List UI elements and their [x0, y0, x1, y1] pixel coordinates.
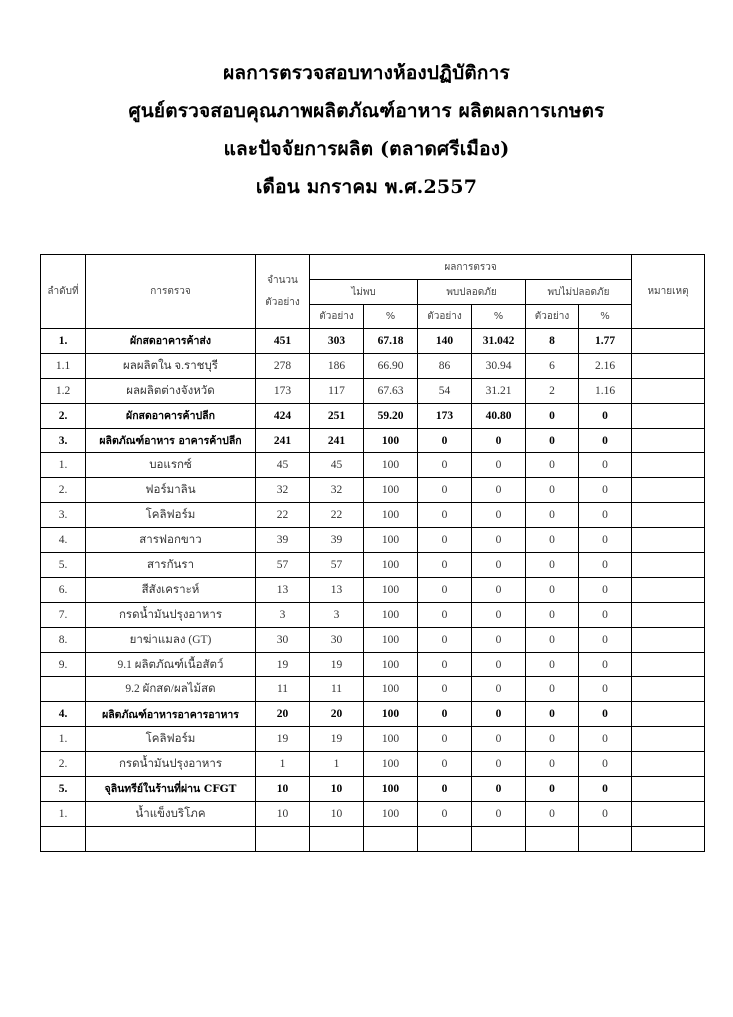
cell-found-unsafe-count: 0	[526, 577, 579, 602]
cell-not-found-percent: 100	[364, 528, 418, 553]
cell-remarks	[632, 826, 705, 851]
cell-remarks	[632, 777, 705, 802]
cell-remarks	[632, 478, 705, 503]
cell-not-found-percent: 67.18	[364, 329, 418, 354]
table-row	[41, 801, 705, 826]
cell-remarks	[632, 378, 705, 403]
cell-test-name: บอแรกซ์	[86, 453, 256, 478]
cell-found-unsafe-count: 8	[526, 329, 579, 354]
header-test: การตรวจ	[86, 255, 256, 329]
cell-not-found-count: 117	[310, 378, 364, 403]
table-row	[41, 428, 705, 453]
cell-test-name: ผลผลิตใน จ.ราชบุรี	[86, 353, 256, 378]
cell-not-found-count: 57	[310, 553, 364, 578]
document-title-block	[0, 54, 733, 206]
cell-not-found-percent: 100	[364, 503, 418, 528]
cell-not-found-count: 32	[310, 478, 364, 503]
cell-no: 9.	[41, 652, 86, 677]
title-line-3: และปัจจัยการผลิต (ตลาดศรีเมือง)	[223, 138, 510, 160]
cell-total-samples: 19	[256, 727, 310, 752]
cell-found-unsafe-percent: 0	[579, 553, 632, 578]
cell-not-found-percent: 100	[364, 777, 418, 802]
cell-found-unsafe-percent: 0	[579, 702, 632, 727]
cell-remarks	[632, 677, 705, 702]
table-row	[41, 602, 705, 627]
table-row	[41, 752, 705, 777]
cell-not-found-count: 22	[310, 503, 364, 528]
cell-not-found-percent: 100	[364, 727, 418, 752]
cell-no	[41, 826, 86, 851]
cell-found-safe-percent: 0	[472, 503, 526, 528]
cell-found-safe-percent: 31.042	[472, 329, 526, 354]
cell-found-safe-count: 0	[418, 727, 472, 752]
table-row	[41, 727, 705, 752]
table-row	[41, 378, 705, 403]
cell-found-unsafe-percent: 0	[579, 403, 632, 428]
header-found-unsafe: พบไม่ปลอดภัย	[526, 280, 632, 305]
cell-found-safe-percent: 0	[472, 801, 526, 826]
header-samples: จำนวนตัวอย่าง	[256, 255, 310, 329]
cell-total-samples: 13	[256, 577, 310, 602]
header-found-safe-sample: ตัวอย่าง	[418, 305, 472, 329]
cell-not-found-percent: 100	[364, 428, 418, 453]
cell-found-unsafe-percent: 0	[579, 577, 632, 602]
cell-found-unsafe-percent	[579, 826, 632, 851]
cell-not-found-count: 1	[310, 752, 364, 777]
table-row	[41, 478, 705, 503]
cell-remarks	[632, 528, 705, 553]
cell-found-safe-count: 0	[418, 478, 472, 503]
cell-found-safe-count: 54	[418, 378, 472, 403]
cell-not-found-percent: 100	[364, 478, 418, 503]
header-found-unsafe-sample: ตัวอย่าง	[526, 305, 579, 329]
cell-total-samples: 241	[256, 428, 310, 453]
cell-found-safe-percent: 0	[472, 652, 526, 677]
table-row	[41, 403, 705, 428]
cell-test-name: สารกันรา	[86, 553, 256, 578]
cell-not-found-count: 13	[310, 577, 364, 602]
cell-total-samples: 10	[256, 777, 310, 802]
cell-found-safe-percent: 0	[472, 627, 526, 652]
cell-found-unsafe-percent: 0	[579, 801, 632, 826]
cell-total-samples: 1	[256, 752, 310, 777]
cell-test-name: ผักสดอาคารค้าปลีก	[86, 403, 256, 428]
cell-total-samples: 30	[256, 627, 310, 652]
cell-found-unsafe-count	[526, 826, 579, 851]
cell-found-unsafe-percent: 1.77	[579, 329, 632, 354]
cell-found-safe-count: 0	[418, 801, 472, 826]
cell-not-found-count: 19	[310, 727, 364, 752]
cell-found-unsafe-percent: 0	[579, 503, 632, 528]
table-row	[41, 528, 705, 553]
cell-total-samples: 22	[256, 503, 310, 528]
cell-found-safe-count: 0	[418, 503, 472, 528]
cell-not-found-percent: 100	[364, 677, 418, 702]
cell-found-unsafe-count: 0	[526, 652, 579, 677]
cell-test-name: โคลิฟอร์ม	[86, 503, 256, 528]
table-row	[41, 627, 705, 652]
cell-found-unsafe-percent: 0	[579, 478, 632, 503]
header-not-found-sample: ตัวอย่าง	[310, 305, 364, 329]
cell-found-safe-count	[418, 826, 472, 851]
title-line-1: ผลการตรวจสอบทางห้องปฏิบัติการ	[223, 62, 510, 84]
cell-remarks	[632, 602, 705, 627]
cell-found-unsafe-count: 0	[526, 702, 579, 727]
cell-not-found-percent: 100	[364, 702, 418, 727]
table-row	[41, 826, 705, 851]
cell-total-samples: 39	[256, 528, 310, 553]
cell-found-safe-percent: 31.21	[472, 378, 526, 403]
cell-not-found-percent: 100	[364, 577, 418, 602]
table-row	[41, 652, 705, 677]
cell-found-unsafe-count: 0	[526, 428, 579, 453]
cell-total-samples: 424	[256, 403, 310, 428]
cell-no: 4.	[41, 702, 86, 727]
cell-remarks	[632, 553, 705, 578]
cell-total-samples: 20	[256, 702, 310, 727]
cell-test-name: ผลิตภัณฑ์อาหาร อาคารค้าปลีก	[86, 428, 256, 453]
table-row	[41, 503, 705, 528]
cell-total-samples: 3	[256, 602, 310, 627]
cell-found-safe-count: 0	[418, 652, 472, 677]
cell-test-name: กรดน้ำมันปรุงอาหาร	[86, 602, 256, 627]
cell-found-safe-percent: 0	[472, 577, 526, 602]
cell-found-unsafe-count: 0	[526, 553, 579, 578]
cell-found-safe-percent: 40.80	[472, 403, 526, 428]
cell-test-name: ผักสดอาคารค้าส่ง	[86, 329, 256, 354]
header-found-unsafe-percent: %	[579, 305, 632, 329]
cell-found-safe-count: 173	[418, 403, 472, 428]
cell-found-safe-count: 0	[418, 677, 472, 702]
cell-not-found-count: 30	[310, 627, 364, 652]
results-table	[40, 254, 705, 852]
cell-not-found-percent: 100	[364, 453, 418, 478]
cell-not-found-count: 3	[310, 602, 364, 627]
header-no: ลำดับที่	[41, 255, 86, 329]
cell-test-name: 9.1 ผลิตภัณฑ์เนื้อสัตว์	[86, 652, 256, 677]
cell-no: 1.	[41, 801, 86, 826]
cell-test-name: ฟอร์มาลิน	[86, 478, 256, 503]
cell-no: 3.	[41, 503, 86, 528]
cell-found-safe-count: 0	[418, 777, 472, 802]
cell-not-found-count: 251	[310, 403, 364, 428]
cell-found-safe-percent: 0	[472, 727, 526, 752]
table-row	[41, 453, 705, 478]
cell-total-samples: 32	[256, 478, 310, 503]
cell-remarks	[632, 503, 705, 528]
cell-found-safe-percent: 0	[472, 752, 526, 777]
cell-found-safe-percent: 0	[472, 702, 526, 727]
table-row	[41, 677, 705, 702]
cell-found-unsafe-percent: 2.16	[579, 353, 632, 378]
cell-found-safe-percent: 0	[472, 777, 526, 802]
cell-test-name: จุลินทรีย์ในร้านที่ผ่าน CFGT	[86, 777, 256, 802]
cell-found-safe-count: 140	[418, 329, 472, 354]
cell-found-unsafe-percent: 0	[579, 677, 632, 702]
cell-not-found-percent: 59.20	[364, 403, 418, 428]
cell-total-samples: 451	[256, 329, 310, 354]
table-row	[41, 553, 705, 578]
cell-not-found-count: 241	[310, 428, 364, 453]
cell-test-name: โคลิฟอร์ม	[86, 727, 256, 752]
cell-found-safe-percent: 0	[472, 428, 526, 453]
cell-found-unsafe-percent: 0	[579, 727, 632, 752]
cell-found-safe-percent: 0	[472, 602, 526, 627]
cell-not-found-count: 19	[310, 652, 364, 677]
cell-no: 4.	[41, 528, 86, 553]
cell-test-name	[86, 826, 256, 851]
cell-found-safe-count: 86	[418, 353, 472, 378]
cell-found-safe-count: 0	[418, 528, 472, 553]
cell-found-unsafe-count: 0	[526, 801, 579, 826]
cell-found-unsafe-count: 0	[526, 503, 579, 528]
cell-found-unsafe-percent: 0	[579, 528, 632, 553]
cell-found-unsafe-count: 0	[526, 403, 579, 428]
cell-test-name: 9.2 ผักสด/ผลไม้สด	[86, 677, 256, 702]
header-found-safe: พบปลอดภัย	[418, 280, 526, 305]
cell-total-samples: 19	[256, 652, 310, 677]
cell-remarks	[632, 403, 705, 428]
cell-test-name: ผลิตภัณฑ์อาหารอาคารอาหาร	[86, 702, 256, 727]
cell-found-safe-percent: 0	[472, 677, 526, 702]
cell-found-safe-count: 0	[418, 428, 472, 453]
cell-total-samples: 45	[256, 453, 310, 478]
cell-found-safe-percent: 30.94	[472, 353, 526, 378]
cell-no: 1.2	[41, 378, 86, 403]
cell-found-safe-count: 0	[418, 627, 472, 652]
cell-found-safe-count: 0	[418, 453, 472, 478]
cell-found-safe-count: 0	[418, 752, 472, 777]
cell-remarks	[632, 428, 705, 453]
cell-found-unsafe-percent: 0	[579, 602, 632, 627]
cell-found-unsafe-count: 0	[526, 602, 579, 627]
header-not-found-percent: %	[364, 305, 418, 329]
cell-not-found-percent: 100	[364, 602, 418, 627]
cell-found-safe-percent: 0	[472, 453, 526, 478]
cell-no: 5.	[41, 553, 86, 578]
cell-remarks	[632, 752, 705, 777]
cell-remarks	[632, 329, 705, 354]
cell-not-found-percent: 100	[364, 553, 418, 578]
cell-found-safe-percent: 0	[472, 553, 526, 578]
cell-not-found-percent: 66.90	[364, 353, 418, 378]
cell-found-safe-count: 0	[418, 702, 472, 727]
cell-found-unsafe-count: 0	[526, 777, 579, 802]
cell-no: 1.	[41, 727, 86, 752]
cell-found-safe-percent	[472, 826, 526, 851]
cell-not-found-count: 10	[310, 801, 364, 826]
cell-remarks	[632, 727, 705, 752]
cell-found-unsafe-count: 2	[526, 378, 579, 403]
cell-not-found-percent: 100	[364, 752, 418, 777]
cell-found-unsafe-count: 6	[526, 353, 579, 378]
cell-found-unsafe-count: 0	[526, 727, 579, 752]
title-line-2: ศูนย์ตรวจสอบคุณภาพผลิตภัณฑ์อาหาร ผลิตผลการเกษตร	[128, 100, 605, 122]
cell-no: 6.	[41, 577, 86, 602]
cell-found-safe-percent: 0	[472, 478, 526, 503]
cell-found-unsafe-percent: 0	[579, 752, 632, 777]
cell-test-name: น้ำแข็งบริโภค	[86, 801, 256, 826]
cell-test-name: ผลผลิตต่างจังหวัด	[86, 378, 256, 403]
table-row	[41, 353, 705, 378]
table-row	[41, 577, 705, 602]
cell-no: 2.	[41, 752, 86, 777]
cell-no: 1.	[41, 453, 86, 478]
cell-not-found-percent: 100	[364, 801, 418, 826]
cell-found-safe-count: 0	[418, 602, 472, 627]
cell-not-found-percent: 100	[364, 627, 418, 652]
cell-found-safe-count: 0	[418, 577, 472, 602]
cell-not-found-percent: 100	[364, 652, 418, 677]
header-found-safe-percent: %	[472, 305, 526, 329]
cell-remarks	[632, 453, 705, 478]
cell-not-found-count: 186	[310, 353, 364, 378]
header-remarks: หมายเหตุ	[632, 255, 705, 329]
cell-not-found-percent: 67.63	[364, 378, 418, 403]
cell-total-samples: 173	[256, 378, 310, 403]
cell-total-samples: 278	[256, 353, 310, 378]
cell-no	[41, 677, 86, 702]
cell-found-unsafe-percent: 0	[579, 428, 632, 453]
cell-found-unsafe-count: 0	[526, 453, 579, 478]
cell-remarks	[632, 801, 705, 826]
cell-remarks	[632, 652, 705, 677]
table-row	[41, 702, 705, 727]
cell-found-unsafe-percent: 0	[579, 777, 632, 802]
cell-no: 2.	[41, 478, 86, 503]
cell-no: 1.1	[41, 353, 86, 378]
cell-no: 5.	[41, 777, 86, 802]
cell-test-name: กรดน้ำมันปรุงอาหาร	[86, 752, 256, 777]
cell-found-unsafe-count: 0	[526, 528, 579, 553]
table-row	[41, 777, 705, 802]
cell-remarks	[632, 627, 705, 652]
cell-found-unsafe-percent: 0	[579, 627, 632, 652]
table-row	[41, 329, 705, 354]
header-not-found: ไม่พบ	[310, 280, 418, 305]
title-line-4: เดือน มกราคม พ.ศ.2557	[255, 176, 478, 198]
cell-total-samples	[256, 826, 310, 851]
cell-found-safe-percent: 0	[472, 528, 526, 553]
cell-found-unsafe-percent: 1.16	[579, 378, 632, 403]
cell-no: 3.	[41, 428, 86, 453]
cell-not-found-count: 20	[310, 702, 364, 727]
cell-not-found-count: 10	[310, 777, 364, 802]
cell-found-unsafe-percent: 0	[579, 453, 632, 478]
cell-found-unsafe-percent: 0	[579, 652, 632, 677]
cell-found-unsafe-count: 0	[526, 478, 579, 503]
cell-test-name: สารฟอกขาว	[86, 528, 256, 553]
cell-test-name: ยาฆ่าแมลง (GT)	[86, 627, 256, 652]
header-results: ผลการตรวจ	[310, 255, 632, 280]
cell-no: 2.	[41, 403, 86, 428]
cell-found-unsafe-count: 0	[526, 677, 579, 702]
cell-no: 1.	[41, 329, 86, 354]
cell-remarks	[632, 353, 705, 378]
cell-found-unsafe-count: 0	[526, 627, 579, 652]
cell-not-found-count: 45	[310, 453, 364, 478]
cell-total-samples: 11	[256, 677, 310, 702]
cell-no: 8.	[41, 627, 86, 652]
cell-total-samples: 10	[256, 801, 310, 826]
cell-not-found-count: 11	[310, 677, 364, 702]
cell-not-found-percent	[364, 826, 418, 851]
cell-not-found-count	[310, 826, 364, 851]
table-body	[41, 329, 705, 852]
cell-test-name: สีสังเคราะห์	[86, 577, 256, 602]
cell-total-samples: 57	[256, 553, 310, 578]
cell-not-found-count: 39	[310, 528, 364, 553]
cell-found-safe-count: 0	[418, 553, 472, 578]
cell-no: 7.	[41, 602, 86, 627]
cell-remarks	[632, 577, 705, 602]
cell-found-unsafe-count: 0	[526, 752, 579, 777]
cell-not-found-count: 303	[310, 329, 364, 354]
cell-remarks	[632, 702, 705, 727]
